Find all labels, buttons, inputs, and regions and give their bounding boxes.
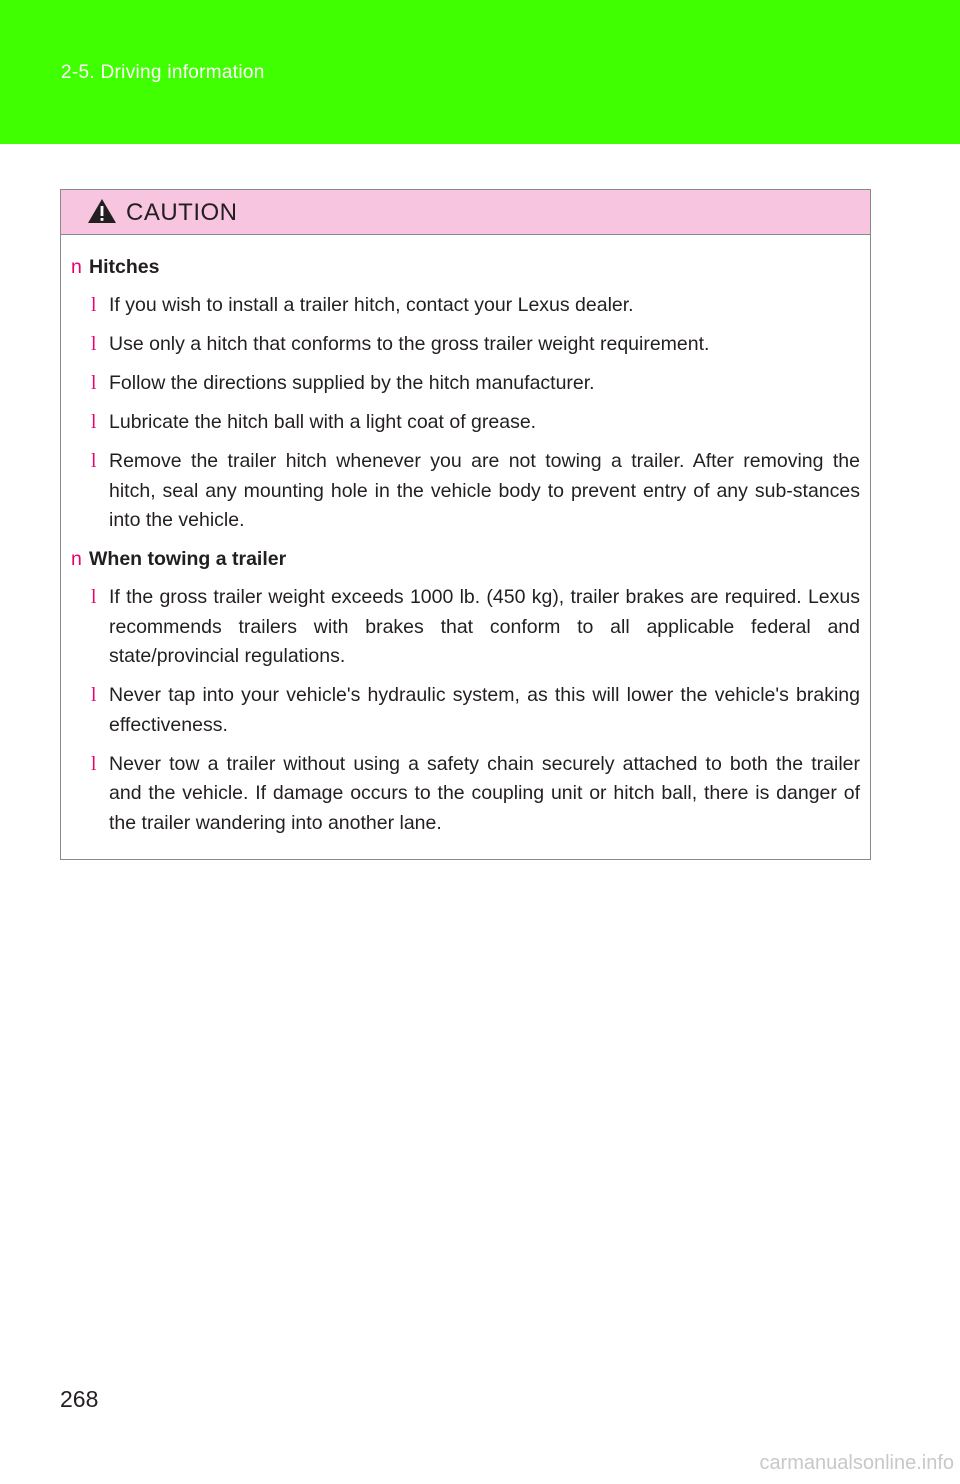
bullet-marker: l bbox=[91, 451, 97, 472]
list-item bbox=[71, 583, 860, 672]
group-heading-text: When towing a trailer bbox=[89, 548, 287, 570]
list-item bbox=[71, 750, 860, 839]
list-item-text: Never tap into your vehicle's hydraulic system, as this will lower the vehicle's braking effectiveness. bbox=[109, 684, 860, 736]
watermark: carmanualsonline.info bbox=[759, 1452, 954, 1474]
caution-group-hitches bbox=[71, 253, 860, 536]
group-heading-text: Hitches bbox=[89, 256, 160, 278]
bullet-marker: l bbox=[91, 587, 97, 608]
bullet-marker: l bbox=[91, 685, 97, 706]
list-item bbox=[71, 291, 860, 321]
list-item-text: If you wish to install a trailer hitch, contact your Lexus dealer. bbox=[109, 294, 634, 316]
caution-body bbox=[61, 235, 870, 838]
list-item bbox=[71, 369, 860, 399]
bullet-marker: l bbox=[91, 412, 97, 433]
warning-triangle-icon bbox=[87, 198, 117, 224]
list-item-text: Follow the directions supplied by the hitch manufacturer. bbox=[109, 372, 595, 394]
caution-label: CAUTION bbox=[126, 199, 238, 226]
group-heading bbox=[71, 253, 860, 282]
bullet-marker: l bbox=[91, 295, 97, 316]
bullet-marker: l bbox=[91, 373, 97, 394]
list-item-text: If the gross trailer weight exceeds 1000 lb. (450 kg), trailer brakes are required. Lexus recommends trailers with brakes that conform to all applicable federal and state/provincial regulations. bbox=[109, 586, 860, 667]
list-item bbox=[71, 408, 860, 438]
list-item bbox=[71, 447, 860, 536]
list-item-text: Use only a hitch that conforms to the gross trailer weight requirement. bbox=[109, 333, 710, 355]
bullet-marker: l bbox=[91, 334, 97, 355]
section-title: 2-5. Driving information bbox=[61, 62, 265, 83]
group-marker: n bbox=[71, 548, 82, 570]
group-heading bbox=[71, 545, 860, 574]
caution-box bbox=[60, 189, 871, 860]
list-item-text: Never tow a trailer without using a safety chain securely attached to both the trailer and the vehicle. If damage occurs to the coupling unit or hitch ball, there is danger of the trailer wandering into another lane. bbox=[109, 752, 860, 834]
page-number: 268 bbox=[60, 1386, 99, 1412]
group-marker: n bbox=[71, 256, 82, 278]
list-item bbox=[71, 681, 860, 740]
list-item-text: Remove the trailer hitch whenever you are not towing a trailer. After removing the hitch, seal any mounting hole in the vehicle body to prevent entry of any sub-stances into the vehicle. bbox=[109, 450, 860, 531]
bullet-marker: l bbox=[91, 753, 97, 775]
list-item-text: Lubricate the hitch ball with a light coat of grease. bbox=[109, 411, 537, 433]
caution-group-towing bbox=[71, 545, 860, 838]
caution-header bbox=[61, 190, 870, 235]
list-item bbox=[71, 330, 860, 360]
header-band bbox=[0, 0, 960, 144]
